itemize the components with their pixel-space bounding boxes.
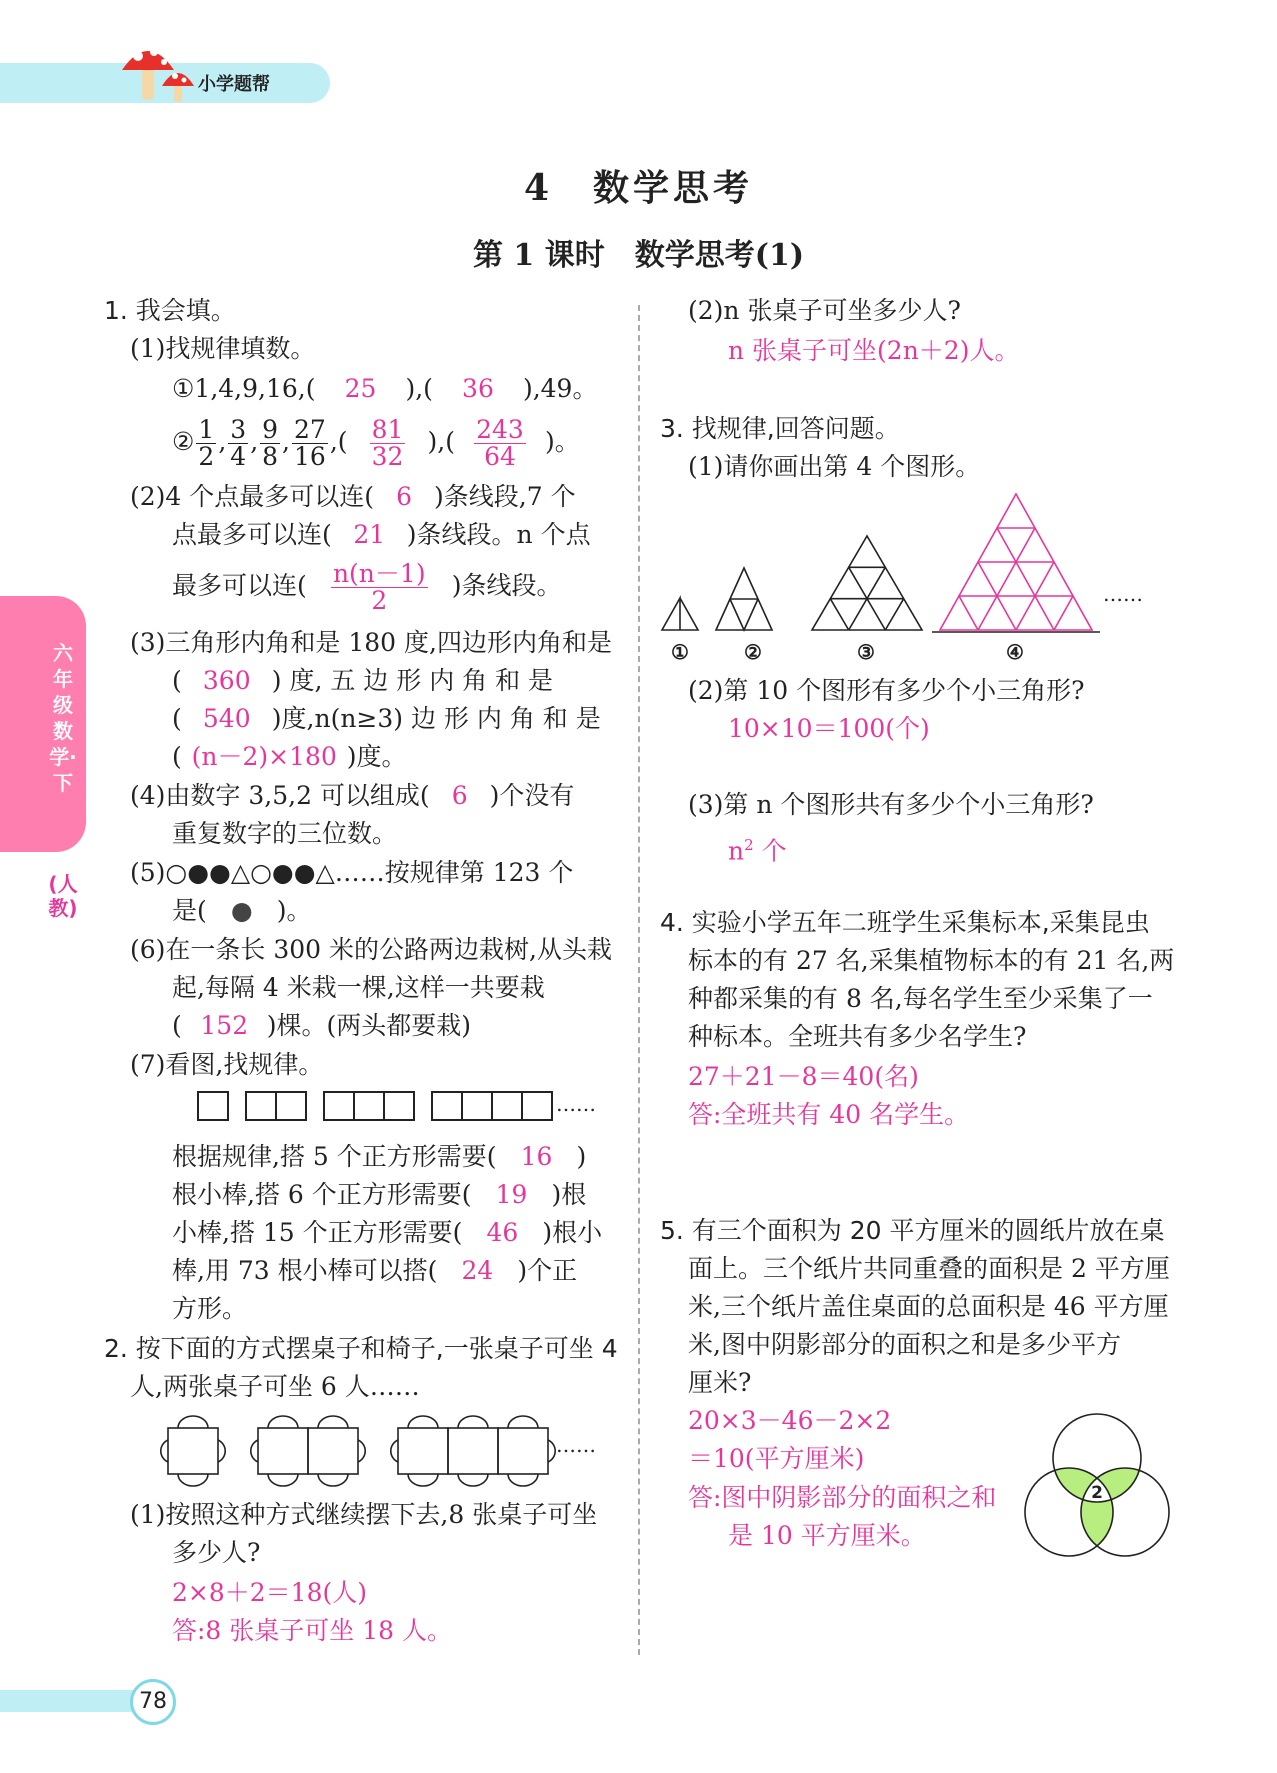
q1-p3-line1: (3)三角形内角和是 180 度,四边形内角和是: [130, 628, 612, 657]
side-tab-edition: (人教): [48, 872, 78, 920]
q4-line4: 种标本。全班共有多少名学生?: [688, 1022, 1027, 1051]
q1-p2-line3: 最多可以连( $\frac{n(n-1)}{2}$ )条线段。: [172, 559, 562, 615]
q1-p7-line3: 小棒,搭 15 个正方形需要( 46 )根小: [172, 1214, 602, 1252]
q2-line1: 2. 按下面的方式摆桌子和椅子,一张桌子可坐 4: [104, 1334, 618, 1363]
figure-label-1: ①: [671, 640, 689, 664]
q4-line1: 4. 实验小学五年二班学生采集标本,采集昆虫: [660, 908, 1150, 937]
answer: 25: [344, 374, 377, 403]
answer: 24: [461, 1256, 494, 1285]
answer: 36: [462, 374, 494, 403]
q3-p1: (1)请你画出第 4 个图形。: [688, 452, 981, 481]
column-divider: [638, 305, 640, 1655]
answer: $\frac{n(n-1)}{2}$: [332, 559, 426, 615]
q5-line1: 5. 有三个面积为 20 平方厘米的圆纸片放在桌: [660, 1216, 1165, 1245]
page-number: 78: [130, 1679, 176, 1725]
chapter-title: 4 数学思考: [523, 167, 754, 209]
q1-p6-line2: 起,每隔 4 米栽一棵,这样一共要栽: [172, 973, 545, 1002]
q4-line2: 标本的有 27 名,采集植物标本的有 21 名,两: [688, 946, 1175, 975]
q1-p3-line2: ( 360 ) 度, 五 边 形 内 角 和 是: [172, 662, 553, 700]
q5-line5: 厘米?: [688, 1368, 752, 1397]
q5-line4: 米,图中阴影部分的面积之和是多少平方: [688, 1330, 1121, 1359]
q1-p2-line1: (2)4 个点最多可以连( 6 )条线段,7 个: [130, 478, 576, 516]
q2-line2: 人,两张桌子可坐 6 人……: [130, 1372, 420, 1401]
q1-p6-line1: (6)在一条长 300 米的公路两边栽树,从头栽: [130, 935, 612, 964]
q1-p1-line-b: ② $\frac{1}{2}$ , $\frac{3}{4}$ , $\frac{9}{8}$ , $\frac{27}{16}$ ,( $\frac{81}{32}$ ),( $\frac{243}{64}$ )。: [172, 415, 580, 471]
q5-answer-text1: 答:图中阴影部分的面积之和: [688, 1483, 997, 1512]
q1-title: 1. 我会填。: [104, 296, 236, 325]
q3-p2: (2)第 10 个图形有多少个小三角形?: [688, 676, 1085, 705]
answer: 540: [202, 704, 251, 733]
answer: (n－2)×180: [191, 742, 337, 771]
q1-p7-line4: 棒,用 73 根小棒可以搭( 24 )个正: [172, 1252, 577, 1290]
q3-title: 3. 找规律,回答问题。: [660, 414, 900, 443]
q5-answer-calc2: ＝10(平方厘米): [688, 1444, 865, 1473]
answer: 21: [353, 520, 386, 549]
answer: 19: [495, 1180, 528, 1209]
figure-label-4: ④: [1006, 640, 1024, 664]
q2-p1-answer-calc: 2×8＋2＝18(人): [172, 1578, 367, 1607]
squares-continuation: ……: [556, 1092, 596, 1116]
q5-line3: 米,三个纸片盖住桌面的总面积是 46 平方厘: [688, 1292, 1169, 1321]
mushroom-logo-icon: [120, 38, 200, 108]
triangles-continuation: ……: [1103, 582, 1143, 606]
q1-p5-line2: 是( ● )。: [172, 892, 312, 930]
q4-answer-text: 答:全班共有 40 名学生。: [688, 1100, 970, 1129]
lesson-title: 第 1 课时 数学思考(1): [472, 238, 805, 273]
tables-continuation: ……: [556, 1433, 596, 1457]
figure-label-3: ③: [857, 640, 875, 664]
q1-p7-line5: 方形。: [172, 1294, 248, 1323]
q1-p1-line-a: ①1,4,9,16,( 25 ),( 36 ),49。: [172, 370, 597, 408]
q1-p5-line1: (5)○●●△○●●△……按规律第 123 个: [130, 858, 574, 887]
q1-p4-line1: (4)由数字 3,5,2 可以组成( 6 )个没有: [130, 777, 574, 815]
figure-label-2: ②: [744, 640, 762, 664]
q2-p1-line2: 多少人?: [172, 1538, 261, 1567]
side-tab-grade: 六年级数学·下: [49, 641, 77, 795]
q1-p3-line4: ( (n－2)×180 )度。: [172, 738, 407, 776]
q3-p3: (3)第 n 个图形共有多少个小三角形?: [688, 790, 1094, 819]
q1-p2-line2: 点最多可以连( 21 )条线段。n 个点: [172, 516, 591, 554]
answer: 6: [451, 781, 468, 810]
q4-answer-calc: 27＋21－8＝40(名): [688, 1062, 919, 1091]
overlap-label: 2: [1091, 1483, 1103, 1503]
matchstick-squares-figure: [196, 1090, 576, 1124]
answer: $\frac{243}{64}$: [476, 415, 524, 471]
answer: 360: [202, 666, 251, 695]
q2-p1-line1: (1)按照这种方式继续摆下去,8 张桌子可坐: [130, 1500, 598, 1529]
q1-p7-label: (7)看图,找规律。: [130, 1050, 324, 1079]
triangle-pattern-figure: [660, 492, 1160, 642]
q1-p3-line3: ( 540 )度,n(n≥3) 边 形 内 角 和 是: [172, 700, 601, 738]
answer: 152: [200, 1011, 249, 1040]
q1-p6-line3: ( 152 )棵。(两头都要栽): [172, 1007, 471, 1045]
answer: 6: [396, 482, 412, 511]
q2-p1-answer-text: 答:8 张桌子可坐 18 人。: [172, 1616, 452, 1645]
q5-line2: 面上。三个纸片共同重叠的面积是 2 平方厘: [688, 1254, 1170, 1283]
answer: ●: [230, 896, 253, 925]
q3-p3-answer: $n^2$ 个: [728, 836, 787, 866]
q1-p7-line2: 根小棒,搭 6 个正方形需要( 19 )根: [172, 1176, 586, 1214]
answer: $\frac{81}{32}$: [371, 415, 404, 471]
q1-p4-line2: 重复数字的三位数。: [172, 819, 398, 848]
q2-p2-question: (2)n 张桌子可坐多少人?: [688, 296, 961, 325]
three-circles-figure: [1012, 1408, 1182, 1568]
answer: 16: [520, 1142, 553, 1171]
q5-answer-calc1: 20×3－46－2×2: [688, 1406, 892, 1435]
brand-name: 小学题帮: [198, 74, 270, 95]
q4-line3: 种都采集的有 8 名,每名学生至少采集了一: [688, 984, 1153, 1013]
answer: 46: [486, 1218, 519, 1247]
q2-p2-answer: n 张桌子可坐(2n＋2)人。: [728, 336, 1020, 365]
q3-p2-answer: 10×10＝100(个): [728, 714, 930, 743]
q1-p7-line1: 根据规律,搭 5 个正方形需要( 16 ): [172, 1138, 586, 1176]
q5-answer-text2: 是 10 平方厘米。: [728, 1521, 926, 1550]
tables-chairs-figure: [140, 1410, 600, 1490]
q1-p1-label: (1)找规律填数。: [130, 334, 316, 363]
